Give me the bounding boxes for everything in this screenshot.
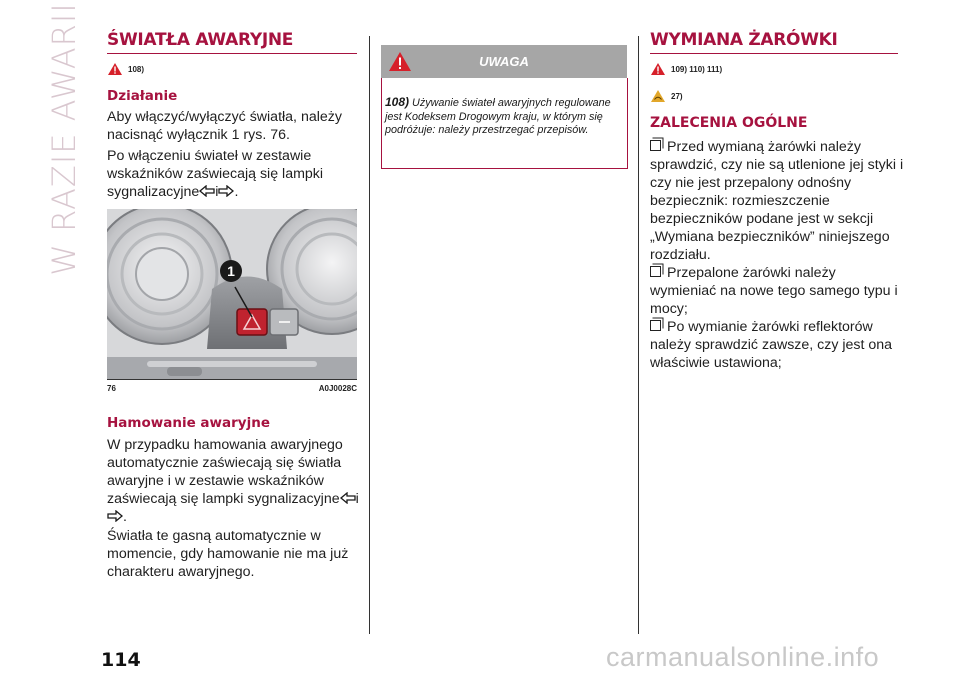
warning-box-content	[382, 78, 627, 138]
watermark: carmanualsonline.info	[606, 642, 880, 672]
emergency-paragraph-2: Światła te gasną automatycznie w momencie, gdy hamowanie nie ma już charakteru awaryjnego.	[107, 528, 349, 580]
operation-paragraph-2-conj: i	[215, 184, 219, 200]
recommendations-list	[650, 138, 905, 372]
recommendation-item	[650, 138, 905, 264]
operation-paragraph-1: Aby włączyć/wyłączyć światła, należy nacisnąć wyłącznik 1 rys. 76.	[107, 109, 342, 143]
emergency-braking-heading: Hamowanie awaryjne	[107, 415, 270, 431]
warning-box-ref: 108)	[385, 95, 410, 109]
general-recommendations-heading: ZALECENIA OGÓLNE	[650, 115, 808, 131]
warning-box-title: UWAGA	[479, 54, 529, 69]
recommendation-text: Po wymianie żarówki reflektorów należy sprawdzić zawsze, czy jest ona właściwie ustawiona;	[650, 319, 893, 371]
warning-box	[381, 78, 628, 169]
checkbox-square-icon	[650, 266, 661, 277]
caution-note-icon	[651, 90, 665, 102]
emergency-paragraph-1	[107, 436, 362, 526]
operation-paragraph-2	[107, 147, 347, 201]
recommendation-item	[650, 318, 905, 372]
note-ref-text: 27)	[671, 91, 683, 101]
warning-triangle-icon	[108, 63, 122, 75]
column-divider-left	[369, 36, 370, 634]
warning-ref-text: 108)	[128, 64, 145, 74]
page-number: 114	[101, 649, 141, 671]
dashboard-illustration	[107, 209, 357, 379]
emergency-paragraph-1-text: W przypadku hamowania awaryjnego automatycznie zaświecają się światła awaryjne i w zestawie wskaźników zaświecają się lampki sygnalizacyjne	[107, 437, 343, 507]
figure-hazard-switch	[107, 209, 357, 379]
operation-heading: Działanie	[107, 88, 178, 104]
section-title-hazard-lights: ŚWIATŁA AWARYJNE	[107, 30, 357, 54]
chapter-side-title	[37, 2, 91, 276]
turn-signal-left-icon	[199, 185, 215, 197]
warning-references	[651, 62, 722, 76]
figure-code: A0J0028C	[318, 384, 357, 393]
section-title-bulb-replacement: WYMIANA ŻARÓWKI	[650, 30, 898, 54]
turn-signal-left-icon	[340, 492, 356, 504]
recommendation-text: Przepalone żarówki należy wymieniać na nowe tego samego typu i mocy;	[650, 265, 898, 317]
warning-triangle-icon	[651, 63, 665, 75]
warning-box-header	[381, 45, 627, 78]
note-reference	[651, 89, 683, 103]
recommendation-item	[650, 264, 905, 318]
emergency-paragraph-1-end: .	[123, 509, 127, 525]
operation-paragraph-2-end: .	[234, 184, 239, 200]
column-divider-right	[638, 36, 639, 634]
turn-signal-right-icon	[107, 510, 123, 522]
checkbox-square-icon	[650, 140, 661, 151]
figure-callout-1: 1	[227, 263, 235, 279]
turn-signal-right-icon	[218, 185, 234, 197]
figure-number: 76	[107, 384, 116, 393]
warning-reference	[108, 62, 144, 76]
operation-paragraph-2-text: Po włączeniu świateł w zestawie wskaźników zaświecają się lampki sygnalizacyjne	[107, 148, 324, 200]
chapter-title-text: W RAZIE AWARII	[45, 2, 83, 276]
figure-caption-rule	[107, 379, 357, 380]
emergency-paragraph-1-conj: i	[355, 491, 359, 507]
warning-refs-text: 109) 110) 111)	[671, 64, 723, 74]
checkbox-square-icon	[650, 320, 661, 331]
recommendation-text: Przed wymianą żarówki należy sprawdzić, czy nie są utlenione jej styki i czy nie jest przepalony odnośny bezpiecznik: rozmieszczenie bezpieczników podane jest w sekcji „Wymiana bezpieczników” niniejszego rozdziału.	[650, 139, 904, 263]
warning-box-text: Używanie świateł awaryjnych regulowane jest Kodeksem Drogowym kraju, w którym się podróżuje: należy przestrzegać przepisów.	[385, 97, 611, 136]
